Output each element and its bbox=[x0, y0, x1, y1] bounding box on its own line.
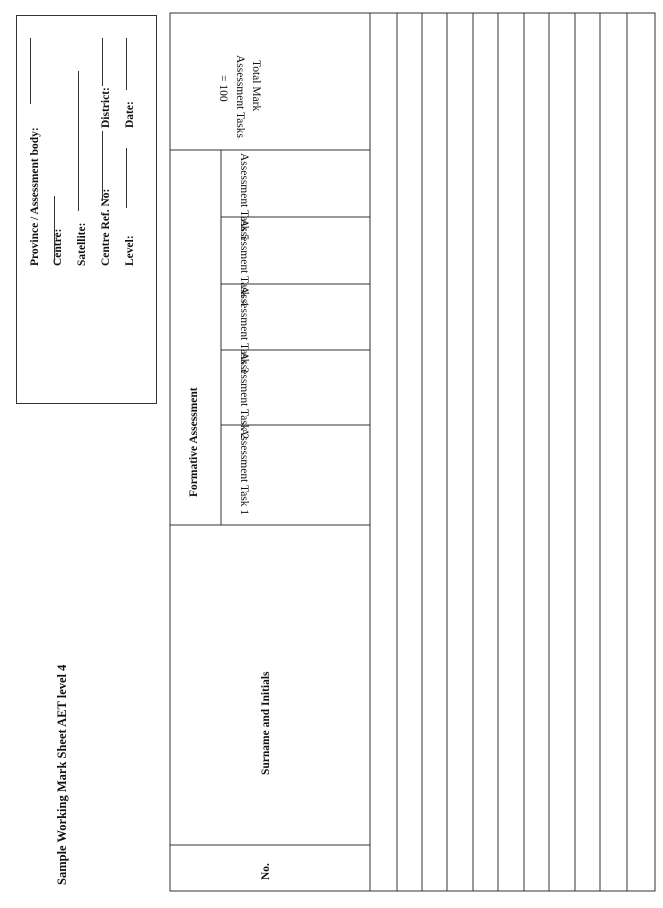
header-formative-assessment: Formative Assessment bbox=[188, 387, 200, 497]
level-label: Level: bbox=[124, 235, 136, 266]
date-label: Date: bbox=[124, 101, 136, 128]
header-total-line1: Total Mark bbox=[250, 60, 262, 112]
satellite-label: Satellite: bbox=[76, 222, 88, 266]
province-label: Province / Assessment body: bbox=[29, 127, 41, 266]
centre-label: Centre: bbox=[52, 228, 64, 266]
centre-ref-label: Centre Ref. No: bbox=[100, 188, 112, 266]
sheet-title: Sample Working Mark Sheet AET level 4 bbox=[55, 664, 69, 885]
header-no: No. bbox=[260, 863, 272, 880]
header-task-2: Assessment Task 2 bbox=[238, 352, 250, 440]
header-task-3: Assessment Task 3 bbox=[238, 286, 250, 374]
header-surname: Surname and Initials bbox=[260, 671, 272, 775]
header-total-line2: Assessment Tasks bbox=[234, 55, 246, 138]
district-label: District: bbox=[100, 87, 112, 128]
header-task-1: Assessment Task 1 bbox=[238, 428, 250, 516]
header-total-line3: = 100 bbox=[217, 75, 229, 102]
header-task-5: Assessment Task 5 bbox=[238, 153, 250, 241]
header-task-4: Assessment Task 4 bbox=[238, 219, 250, 307]
